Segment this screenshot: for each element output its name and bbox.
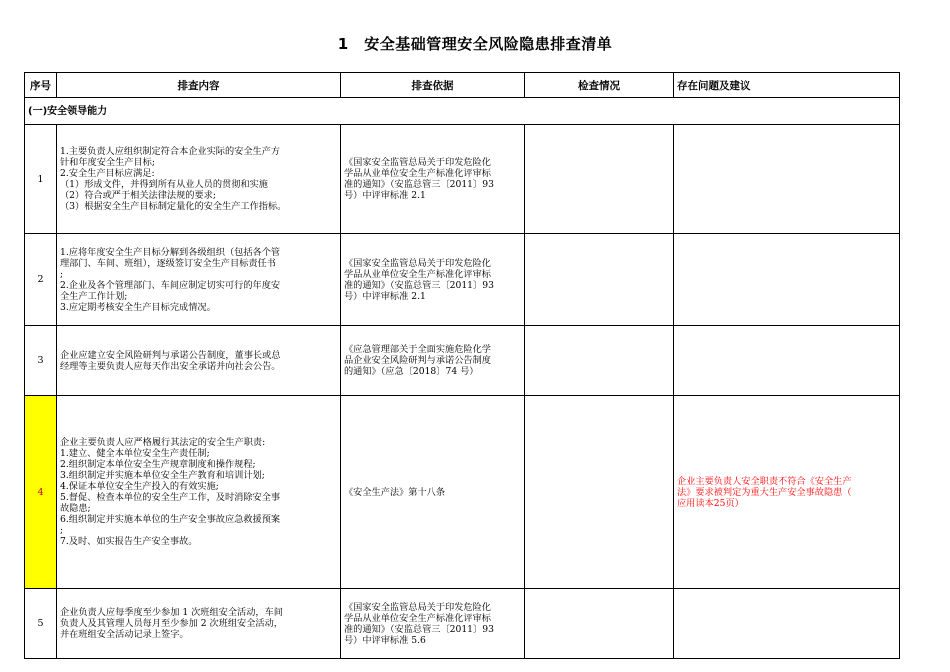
cell-line: 4.保证本单位安全生产投入的有效实施; <box>60 481 219 492</box>
cell-line: 应用读本25页） <box>677 497 744 509</box>
cell-line: 《国家安全监管总局关于印发危险化 <box>344 257 491 269</box>
section-title: (一)安全领导能力 <box>25 98 900 125</box>
cell-line: 1.应将年度安全生产目标分解到各级组织（包括各个管 <box>60 246 281 258</box>
content-cell <box>57 326 341 396</box>
cell-line: 企业负责人应每季度至少参加 1 次班组安全活动，车间 <box>60 607 283 618</box>
basis-cell <box>341 396 525 589</box>
cell-line: 准的通知》（安监总管三〔2011〕93 <box>344 623 494 635</box>
cell-line: 1.主要负责人应组织制定符合本企业实际的安全生产方 <box>60 146 281 157</box>
header-no: 序号 <box>25 73 57 98</box>
table-row <box>25 125 900 234</box>
row-number: 2 <box>25 234 57 326</box>
cell-line: 故隐患; <box>60 503 91 514</box>
status-cell <box>525 326 674 396</box>
cell-line: 《国家安全监管总局关于印发危险化 <box>344 601 491 613</box>
header-row <box>25 73 900 98</box>
cell-line: 针和年度安全生产目标; <box>60 157 155 168</box>
cell-line: 7.及时、如实报告生产安全事故。 <box>60 536 198 547</box>
cell-line: 经理等主要负责人应每天作出安全承诺并向社会公告。 <box>60 360 281 372</box>
cell-line: 并在班组安全活动记录上签字。 <box>60 629 189 640</box>
cell-line: ; <box>60 268 64 280</box>
cell-line: 《应急管理部关于全面实施危险化学 <box>344 344 491 355</box>
cell-line: 学品从业单位安全生产标准化评审标 <box>344 168 491 179</box>
cell-line: 2.企业及各个管理部门、车间应制定切实可行的年度安 <box>60 279 281 291</box>
row-number: 3 <box>25 326 57 396</box>
cell-line: 的通知》（应急〔2018〕74 号） <box>344 366 479 377</box>
cell-line: 《国家安全监管总局关于印发危险化 <box>344 157 491 168</box>
cell-line: 号）中评审标准 2.1 <box>344 290 426 302</box>
header-issues: 存在问题及建议 <box>674 73 900 98</box>
issues-cell <box>674 326 900 396</box>
content-cell <box>57 589 341 659</box>
cell-line: 理部门、车间、班组），逐级签订安全生产目标责任书 <box>60 257 276 269</box>
table-row <box>25 396 900 589</box>
status-cell <box>525 125 674 234</box>
cell-line: （2）符合或严于相关法律法规的要求; <box>60 190 216 201</box>
cell-line: 5.督促、检查本单位的安全生产工作，及时消除安全事 <box>60 492 281 503</box>
issues-cell <box>674 396 900 589</box>
row-number: 1 <box>25 125 57 234</box>
basis-cell <box>341 125 525 234</box>
header-basis: 排查依据 <box>341 73 525 98</box>
row-number: 4 <box>25 396 57 589</box>
cell-line: 准的通知》（安监总管三〔2011〕93 <box>344 179 494 190</box>
cell-line: 企业主要负责人安全职责不符合《安全生产 <box>677 475 852 487</box>
basis-cell <box>341 326 525 396</box>
table-row <box>25 234 900 326</box>
cell-line: （3）根据安全生产目标制定量化的安全生产工作指标。 <box>60 201 287 212</box>
checklist-table <box>24 72 900 659</box>
cell-line: 企业应建立安全风险研判与承诺公告制度，董事长或总 <box>60 349 281 361</box>
issues-cell <box>674 589 900 659</box>
cell-line: 企业主要负责人应严格履行其法定的安全生产职责: <box>60 437 266 448</box>
cell-line: 号）中评审标准 2.1 <box>344 190 426 201</box>
cell-line: 号）中评审标准 5.6 <box>344 634 426 646</box>
header-content: 排查内容 <box>57 73 341 98</box>
issues-cell <box>674 125 900 234</box>
cell-line: 学品从业单位安全生产标准化评审标 <box>344 268 491 280</box>
basis-cell <box>341 589 525 659</box>
page-title: 1 安全基础管理安全风险隐患排查清单 <box>337 35 613 53</box>
cell-line: 《安全生产法》第十八条 <box>344 486 446 498</box>
table-row <box>25 589 900 659</box>
cell-line: 3.组织制定并实施本单位安全生产教育和培训计划; <box>60 470 265 481</box>
cell-line: 1.建立、健全本单位安全生产责任制; <box>60 448 210 459</box>
issues-cell <box>674 234 900 326</box>
cell-line: 负责人及其管理人员每月至少参加 2 次班组安全活动， <box>60 618 283 629</box>
cell-line: 全生产工作计划; <box>60 290 128 302</box>
cell-line: 3.应定期考核安全生产目标完成情况。 <box>60 301 216 313</box>
cell-line: 学品从业单位安全生产标准化评审标 <box>344 612 491 624</box>
cell-line: 2.组织制定本单位安全生产规章制度和操作规程; <box>60 459 256 470</box>
table-row <box>25 326 900 396</box>
cell-line: （1）形成文件，并得到所有从业人员的贯彻和实施 <box>60 179 268 190</box>
cell-line: 品企业安全风险研判与承诺公告制度 <box>344 355 491 366</box>
cell-line: ; <box>60 525 64 536</box>
cell-line: 准的通知》（安监总管三〔2011〕93 <box>344 279 494 291</box>
section-row <box>25 98 900 125</box>
status-cell <box>525 396 674 589</box>
content-cell <box>57 125 341 234</box>
cell-line: 2.安全生产目标应满足: <box>60 168 155 179</box>
basis-cell <box>341 234 525 326</box>
status-cell <box>525 589 674 659</box>
row-number: 5 <box>25 589 57 659</box>
cell-line: 6.组织制定并实施本单位的生产安全事故应急救援预案 <box>60 514 281 525</box>
content-cell <box>57 234 341 326</box>
header-status: 检查情况 <box>525 73 674 98</box>
cell-line: 法》要求被判定为重大生产安全事故隐患（ <box>677 486 852 498</box>
content-cell <box>57 396 341 589</box>
status-cell <box>525 234 674 326</box>
